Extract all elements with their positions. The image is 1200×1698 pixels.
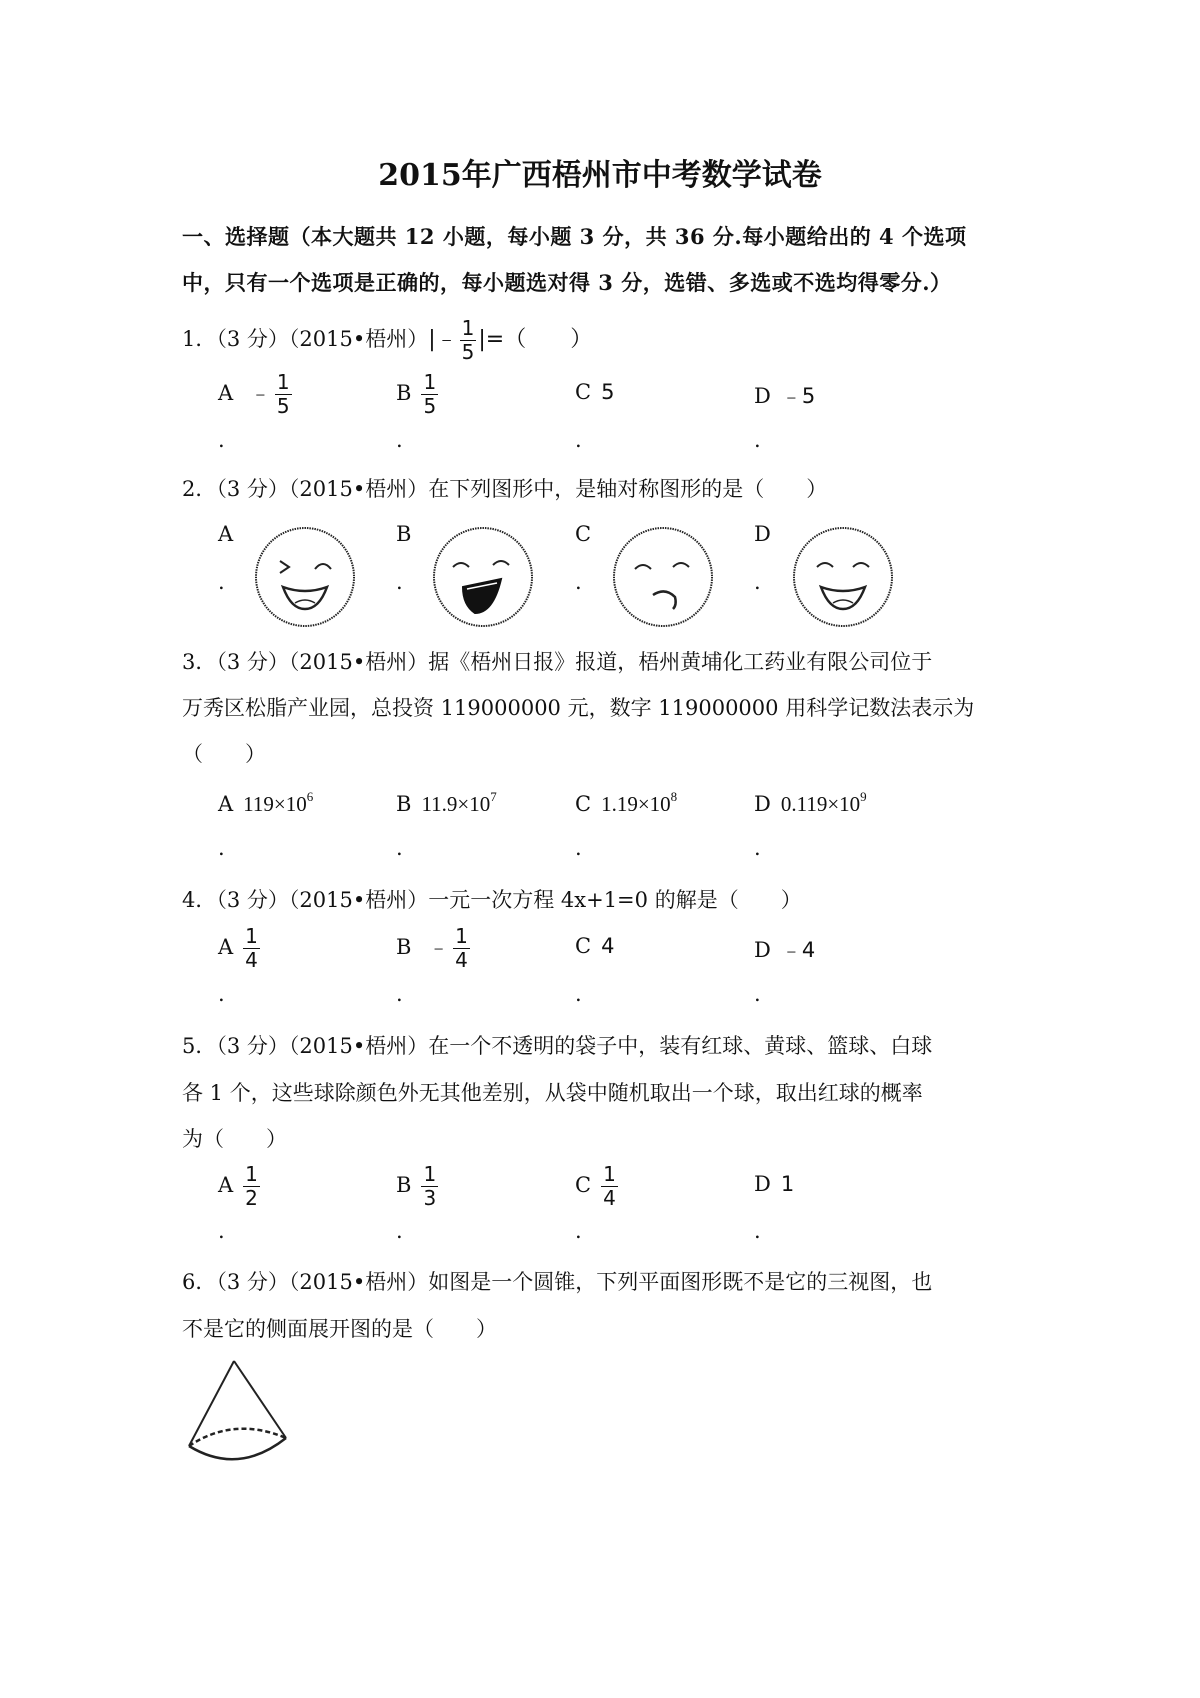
q3-option-c[interactable] [575,789,677,817]
option-fraction [275,372,292,417]
option-dot: . [575,428,582,452]
q1-option-b[interactable] [396,372,438,417]
option-fraction [421,1164,438,1209]
option-dot: . [754,1219,761,1243]
option-letter: D [754,792,771,816]
option-fraction [421,372,438,417]
option-value [243,789,314,816]
question-6-line1: 6．（3 分）（2015•梧州）如图是一个圆锥，下列平面图形既不是它的三视图，也 [182,1270,933,1294]
sci-exponent: 6 [306,789,314,804]
option-letter: C [575,380,592,404]
fraction-denominator: 3 [423,1186,437,1210]
option-letter: A [218,935,234,959]
option-value [780,789,867,816]
option-dot: . [218,570,225,594]
option-letter: D [754,1172,771,1196]
q1-option-d[interactable] [754,380,815,410]
q4-option-b[interactable] [396,926,470,971]
question-5-line1: 5．（3 分）（2015•梧州）在一个不透明的袋子中，装有红球、黄球、篮球、白球 [182,1034,933,1058]
q5-option-c[interactable] [575,1164,618,1209]
fraction-numerator: 1 [461,316,475,340]
fraction-denominator: 5 [461,340,475,364]
sci-exponent: 9 [860,789,867,804]
option-letter: C [575,1173,592,1197]
option-value [421,789,497,816]
fraction-denominator: 4 [245,948,258,972]
option-dot: . [754,570,761,594]
fraction-denominator: 5 [423,394,437,418]
q1-option-a[interactable] [218,372,292,417]
option-value: 5 [601,380,615,404]
option-letter: A [218,1173,234,1197]
question-3-line1: 3．（3 分）（2015•梧州）据《梧州日报》报道，梧州黄埔化工药业有限公司位于 [182,650,933,674]
option-dot: . [754,982,761,1006]
q3-option-d[interactable] [754,789,867,817]
section-heading-line1: 一、选择题（本大题共 12 小题，每小题 3 分，共 36 分.每小题给出的 4 个选项 [182,224,967,249]
option-dot: . [218,836,225,860]
q4-option-d[interactable] [754,934,815,964]
option-letter: B [396,792,412,816]
question-4: 4．（3 分）（2015•梧州）一元一次方程 4x+1=0 的解是（ ） [182,888,802,912]
fraction-numerator: 1 [276,370,290,394]
question-1-prefix: 1．（3 分）（2015•梧州） [182,327,429,351]
fraction-numerator: 1 [455,924,468,948]
laughing-face-icon[interactable] [431,525,535,629]
option-value: 4 [601,934,615,958]
q4-option-c[interactable] [575,934,614,958]
question-3-line2: 万秀区松脂产业园，总投资 119000000 元，数字 119000000 用科学记数法表示为 [182,696,975,720]
option-dot: . [575,982,582,1006]
option-dot: . [396,982,403,1006]
question-5-line2: 各 1 个，这些球除颜色外无其他差别，从袋中随机取出一个球，取出红球的概率 [182,1081,923,1105]
option-letter: B [396,935,412,959]
option-fraction [243,926,260,971]
option-letter: C [575,792,592,816]
option-dot: . [575,1219,582,1243]
q5-option-b[interactable] [396,1164,438,1209]
sci-base: 11.9×10 [421,792,491,816]
option-dot: . [396,1219,403,1243]
option-fraction [601,1164,618,1209]
q2-option-a-letter[interactable]: A [218,522,234,546]
question-6-line2: 不是它的侧面展开图的是（ ） [182,1317,497,1341]
fraction-numerator: 1 [245,924,258,948]
question-1-expr-left: |﹣ [428,327,458,352]
option-value: ﹣5 [780,384,816,408]
sci-base: 1.19×10 [601,792,671,816]
option-dot: . [575,570,582,594]
option-letter: A [218,792,234,816]
question-2: 2．（3 分）（2015•梧州）在下列图形中，是轴对称图形的是（ ） [182,477,828,501]
smiling-face-icon[interactable] [791,525,895,629]
q4-option-a[interactable] [218,926,260,971]
question-1-expr-right: |=（ ） [478,327,593,352]
q5-option-d[interactable] [754,1172,794,1196]
question-1 [182,318,592,363]
option-dot: . [754,428,761,452]
option-letter: C [575,934,592,958]
fraction-denominator: 2 [245,1186,258,1210]
option-value [601,789,678,816]
winking-face-icon[interactable] [253,525,357,629]
q2-option-c-letter[interactable]: C [575,522,592,546]
sci-exponent: 7 [490,789,497,804]
option-sign: ﹣ [428,935,450,959]
option-letter: B [396,1173,412,1197]
q2-option-b-letter[interactable]: B [396,522,412,546]
fraction-denominator: 4 [603,1186,616,1210]
frowning-face-icon[interactable] [611,525,715,629]
sci-exponent: 8 [670,789,678,804]
option-dot: . [218,428,225,452]
option-dot: . [218,1219,225,1243]
option-value: ﹣4 [780,938,816,962]
sci-base: 0.119×10 [780,792,861,816]
cone-figure-icon [180,1356,300,1476]
option-fraction [453,926,470,971]
option-letter: D [754,384,771,408]
option-dot: . [396,428,403,452]
sci-base: 119×10 [243,792,307,816]
fraction-numerator: 1 [423,370,437,394]
option-dot: . [396,836,403,860]
question-5-line3: 为（ ） [182,1127,287,1151]
q1-option-c[interactable] [575,380,614,404]
q2-option-d-letter[interactable]: D [754,522,771,546]
q3-option-a[interactable] [218,789,313,817]
option-dot: . [218,982,225,1006]
question-3-line3: （ ） [182,742,266,766]
fraction-numerator: 1 [423,1162,437,1186]
fraction-numerator: 1 [603,1162,616,1186]
q3-option-b[interactable] [396,789,497,817]
q5-option-a[interactable] [218,1164,260,1209]
fraction-numerator: 1 [245,1162,258,1186]
option-letter: D [754,938,771,962]
option-dot: . [754,836,761,860]
option-dot: . [396,570,403,594]
option-sign: ﹣ [249,381,271,405]
option-dot: . [575,836,582,860]
option-letter: A [218,381,234,405]
option-fraction [243,1164,260,1209]
option-letter: B [396,381,412,405]
question-1-fraction [460,318,477,363]
section-heading-line2: 中，只有一个选项是正确的，每小题选对得 3 分，选错、多选或不选均得零分.） [182,270,952,295]
option-value: 1 [780,1172,795,1196]
fraction-denominator: 4 [455,948,468,972]
page-title: 2015年广西梧州市中考数学试卷 [378,158,822,193]
fraction-denominator: 5 [276,394,290,418]
